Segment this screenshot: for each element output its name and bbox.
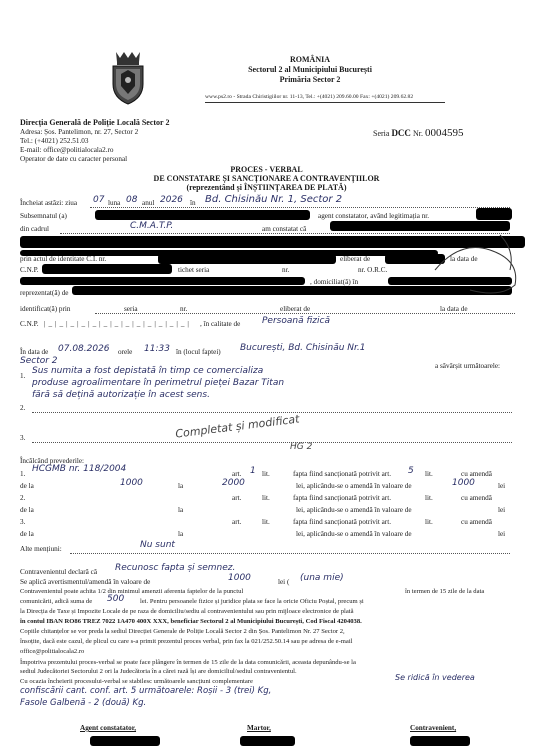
redacted-cnp — [42, 264, 172, 274]
fine-label: cu amendă — [461, 494, 492, 502]
redacted-name — [95, 210, 310, 220]
title-line3: (reprezentând și ÎNȘTIINȚAREA DE PLATĂ) — [186, 183, 347, 192]
fact-line: produse agroalimentare în perimetrul pieței Bazar Titan — [32, 378, 285, 388]
dotted-line — [32, 442, 512, 443]
date-fact-label: În data de — [20, 348, 49, 356]
from-fine-label: de la — [20, 482, 34, 490]
sanctioned-label: fapta fiind sancționată potrivit art. — [293, 470, 391, 478]
from-fine-label: de la — [20, 506, 34, 514]
payment-text: Copiile chitanțelor se vor preda la sediul Direcției Generale de Poliție Locală Sector 2 din Șos. Pantelimon Nr. 27 Sector 2, — [20, 628, 345, 635]
other-label: Alte mențiuni: — [20, 545, 62, 553]
sanctioned-label: fapta fiind sancționată potrivit art. — [293, 494, 391, 502]
payment-text: Contravenientul poate achita 1/2 din minimul amenzii aferenta faptelor de la punctul — [20, 588, 244, 595]
from-fine-label: de la — [20, 530, 34, 538]
warning-value: 1000 — [228, 573, 251, 583]
dotted-line — [95, 313, 515, 314]
id-doc-label: prin actul de identitate C.I. nr. — [20, 255, 107, 263]
hours-label: orele — [118, 348, 133, 356]
issued-label: eliberat de — [340, 255, 371, 263]
date-label-2: la data de — [440, 305, 468, 313]
payment-text: însoțite, dacă este cazul, de plicul cu care s-a primit prezentul proces verbal, prin fax la 021/252.50.14 sau pe adresa de e-mail — [20, 638, 353, 645]
as-label: , în calitate de — [200, 320, 241, 328]
payment-email: office@politialocala2.ro — [20, 648, 85, 655]
art-label: art. — [232, 470, 242, 478]
fine-label: cu amendă — [461, 470, 492, 478]
dotted-line — [70, 553, 510, 554]
payment-text: în termen de 15 zile de la data — [405, 588, 485, 595]
cnp-label: C.N.P. — [20, 266, 39, 274]
fact-line: Sus numita a fost depistată în timp ce comercializa — [32, 366, 264, 376]
fine-min-value: 1000 — [120, 478, 143, 488]
fact-time-value: 11:33 — [144, 344, 170, 354]
nr-label: nr. — [282, 266, 290, 274]
lei-open-label: lei ( — [278, 578, 290, 586]
item-number: 1. — [20, 372, 26, 380]
lei-label: lei — [498, 482, 506, 490]
redacted-row — [20, 277, 305, 285]
warning-words: (una mie) — [300, 573, 344, 583]
concluded-label: Încheiat astăzi: ziua — [20, 199, 78, 207]
redacted-signature — [410, 736, 470, 746]
dotted-line — [90, 207, 510, 208]
provisions-label: Încălcând prevederile: — [20, 457, 85, 465]
from-label: din cadrul — [20, 225, 49, 233]
art-label: art. — [232, 518, 242, 526]
declares-label: Contravenientul declară că — [20, 568, 98, 576]
signature-witness: Martor, — [247, 724, 271, 732]
nr-label-2: nr. — [180, 305, 188, 313]
in-label: în — [190, 199, 196, 207]
completion-hg: HG 2 — [290, 442, 313, 452]
handwritten-scribble — [430, 230, 530, 300]
found-label: am constatat că — [262, 225, 307, 233]
place-value: București, Bd. Chisinău Nr.1 — [240, 343, 366, 353]
series-label: seria — [124, 305, 138, 313]
half-value: 500 — [107, 594, 125, 604]
law-value: HCGMB nr. 118/2004 — [32, 464, 127, 474]
art-label: art. — [232, 494, 242, 502]
place-cont-value: Sector 2 — [20, 356, 58, 366]
ticket-label: tichet seria — [178, 266, 210, 274]
domicile-label: , domiciliat(ă) în — [310, 278, 359, 286]
item-number: 3. — [20, 518, 26, 526]
year-value: 2026 — [160, 195, 183, 205]
lit-label: lit. — [262, 470, 270, 478]
signature-offender: Contravenient, — [410, 724, 457, 732]
agency-operator: Operator de date cu caracter personal — [20, 155, 128, 163]
fact-line: fără să dețină autorizație în acest sens. — [32, 390, 210, 400]
signature-agent: Agent constatator, — [80, 724, 137, 732]
agency-phone: Tel.: (+4021) 252.51.03 — [20, 137, 89, 145]
fact-date-value: 07.08.2026 — [58, 344, 110, 354]
lit-label: lit. — [425, 518, 433, 526]
title-line1: PROCES - VERBAL — [230, 165, 303, 174]
month-value: 08 — [126, 195, 138, 205]
applied-label: lei, aplicându-se o amendă în valoare de — [296, 482, 412, 490]
item-number: 1. — [20, 470, 26, 478]
sanctioned-label: fapta fiind sancționată potrivit art. — [293, 518, 391, 526]
complementary-line: Fasole Galbenă - 2 (două) Kg. — [20, 698, 147, 708]
declaration-value: Recunosc fapta și semnez. — [115, 563, 236, 573]
completion-note: Completat și modificat — [174, 412, 301, 441]
to-fine-label: la — [178, 506, 184, 514]
dotted-line — [32, 412, 512, 413]
header-office: Primăria Sector 2 — [279, 75, 341, 84]
appeal-text: Împotriva prezentului proces-verbal se poate face plângere în termen de 15 zile de la data comunicării, aceasta depunându-se la — [20, 659, 356, 666]
place-label: în (locul faptei) — [176, 348, 221, 356]
applied-value: 1000 — [452, 478, 475, 488]
location-value: Bd. Chisinău Nr. 1, Sector 2 — [205, 194, 343, 205]
committed-label: a săvârșit următoarele: — [435, 362, 501, 370]
agent-label: agent constatator, având legitimația nr. — [318, 212, 430, 220]
lei-label: lei — [498, 530, 506, 538]
payment-text: comunicării, adică suma de — [20, 598, 93, 605]
series-block — [373, 127, 463, 139]
header-country: ROMÂNIA — [290, 55, 330, 64]
agency-name: Direcția Generală de Poliție Locală Sector 2 — [20, 118, 170, 127]
redacted-signature — [90, 736, 160, 746]
payment-text: lei. Pentru persoanele fizice și juridice plata se face la oricie Oficiu Poștal, precum și — [140, 598, 364, 605]
capacity-value: Persoană fizică — [262, 316, 330, 326]
lit-label: lit. — [425, 470, 433, 478]
unit-value: C.M.A.T.P. — [130, 221, 174, 231]
lei-label: lei — [498, 506, 506, 514]
date-label: la data de — [450, 255, 478, 263]
fine-label: cu amendă — [461, 518, 492, 526]
redacted-id — [476, 208, 512, 220]
to-fine-label: la — [178, 482, 184, 490]
header-divider — [205, 102, 445, 103]
title-line2: DE CONSTATARE ȘI SANCȚIONARE A CONTRAVENȚIILOR — [153, 174, 380, 183]
complementary-line: confiscării cant. conf. art. 5 următoarele: Roșii - 3 (trei) Kg, — [20, 686, 272, 696]
cnp-boxes: |_|_|_|_|_|_|_|_|_|_|_|_|_| — [44, 320, 192, 328]
fine-max-value: 2000 — [222, 478, 245, 488]
header-contact: www.ps2.ro - Strada Chiristigiilor nr. 11-13, Tel.: +(4021) 209.60.00 Fax: +(4021) 209.62.82 — [205, 94, 414, 100]
issued-label-2: eliberat de — [280, 305, 311, 313]
item-number: 2. — [20, 404, 26, 412]
coat-of-arms-icon — [108, 50, 148, 106]
rep-label: reprezentat(ă) de — [20, 289, 69, 297]
month-label: luna — [108, 199, 121, 207]
to-fine-label: la — [178, 530, 184, 538]
appeal-text: sediul Judecătoriei Sectorului 2 ori la Judecătoria în a cărei rază își are domiciliul/sediul contravenientul. — [20, 668, 297, 675]
payment-iban: în contul IBAN RO86 TREZ 7022 1A470 400X XXX, beneficiar Sectorul 2 al Municipiului București, Cod Fiscal 4204038. — [20, 618, 362, 625]
agency-address: Adresa: Șos. Pantelimon, nr. 27, Sector 2 — [20, 128, 139, 136]
orc-label: nr. O.R.C. — [358, 266, 388, 274]
undersigned-label: Subsemnatul (a) — [20, 212, 67, 220]
law-art-value: 1 — [250, 466, 256, 476]
lit-label: lit. — [262, 494, 270, 502]
year-label: anul — [142, 199, 155, 207]
lit-label: lit. — [425, 494, 433, 502]
redacted-signature — [240, 736, 295, 746]
header-sector: Sectorul 2 al Municipiului București — [248, 65, 372, 74]
payment-text: la Direcția de Taxe și Impozite Locale de pe raza de domiciliu/sediu al contravenientului sau prin mijloace electronice de plată — [20, 608, 354, 615]
item-number: 2. — [20, 494, 26, 502]
other-value: Nu sunt — [140, 540, 175, 550]
lit-label: lit. — [262, 518, 270, 526]
series-label: Seria — [373, 129, 390, 138]
sanction-art-value: 5 — [408, 466, 414, 476]
complementary-line: Se ridică în vederea — [395, 673, 475, 682]
series-number: 0004595 — [424, 127, 464, 139]
series-code: DCC — [391, 128, 411, 138]
series-nr-label: Nr. — [412, 129, 423, 138]
warning-label: Se aplică avertismentul/amendă în valoare de — [20, 578, 151, 586]
applied-label: lei, aplicându-se o amendă în valoare de — [296, 530, 412, 538]
agency-email: E-mail: office@politialocala2.ro — [20, 146, 114, 154]
closing-label: Cu ocazia încheierii procesului-verbal se stabilesc următoarele sancțiuni complementare — [20, 678, 253, 685]
item-number: 3. — [20, 434, 26, 442]
redacted-doc — [158, 254, 336, 264]
cnp-label-2: C.N.P. — [20, 320, 39, 328]
identified-by-label: identificat(ă) prin — [20, 305, 71, 313]
applied-label: lei, aplicându-se o amendă în valoare de — [296, 506, 412, 514]
day-value: 07 — [93, 195, 105, 205]
